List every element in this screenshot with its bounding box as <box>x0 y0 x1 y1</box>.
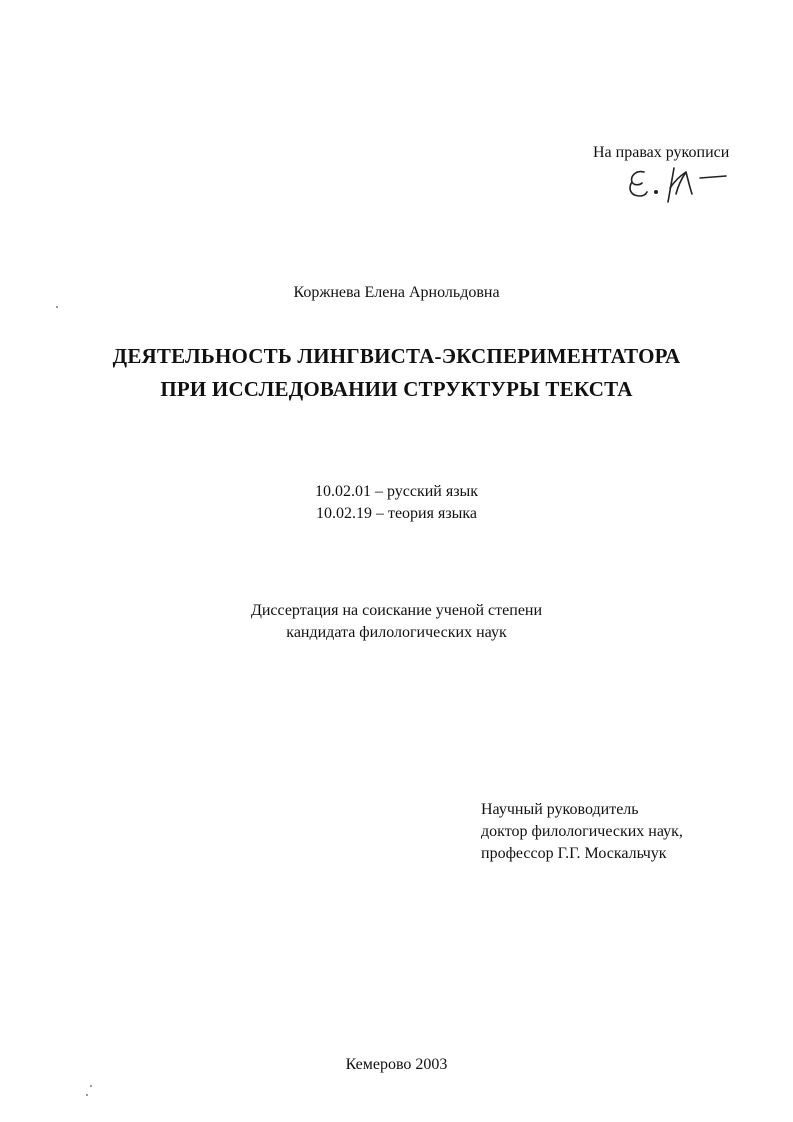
title-line-1: ДЕЯТЕЛЬНОСТЬ ЛИНГВИСТА-ЭКСПЕРИМЕНТАТОРА <box>112 344 681 368</box>
author-name: Коржнева Елена Арнольдовна <box>293 284 500 301</box>
supervisor-line-2: доктор филологических наук, <box>481 823 683 840</box>
signature-stroke <box>700 176 726 178</box>
signature-dot <box>655 191 657 193</box>
rights-note: На правах рукописи <box>593 144 730 161</box>
supervisor-line-3: профессор Г.Г. Москальчук <box>481 845 667 862</box>
city-year: Кемерово 2003 <box>345 1056 448 1073</box>
scan-speck <box>56 306 58 308</box>
handwritten-signature <box>622 158 732 206</box>
specialty-line-2: 10.02.19 – теория языка <box>315 505 478 522</box>
title-line-2: ПРИ ИССЛЕДОВАНИИ СТРУКТУРЫ ТЕКСТА <box>160 377 633 401</box>
signature-stroke <box>630 172 647 196</box>
scan-speck <box>86 1094 88 1096</box>
degree-line-1: Диссертация на соискание ученой степени <box>250 602 543 619</box>
specialty-line-1: 10.02.01 – русский язык <box>314 483 479 500</box>
degree-line-2: кандидата филологических наук <box>286 624 507 641</box>
scan-speck <box>90 1085 92 1087</box>
supervisor-line-1: Научный руководитель <box>481 801 639 818</box>
signature-stroke <box>686 172 692 194</box>
